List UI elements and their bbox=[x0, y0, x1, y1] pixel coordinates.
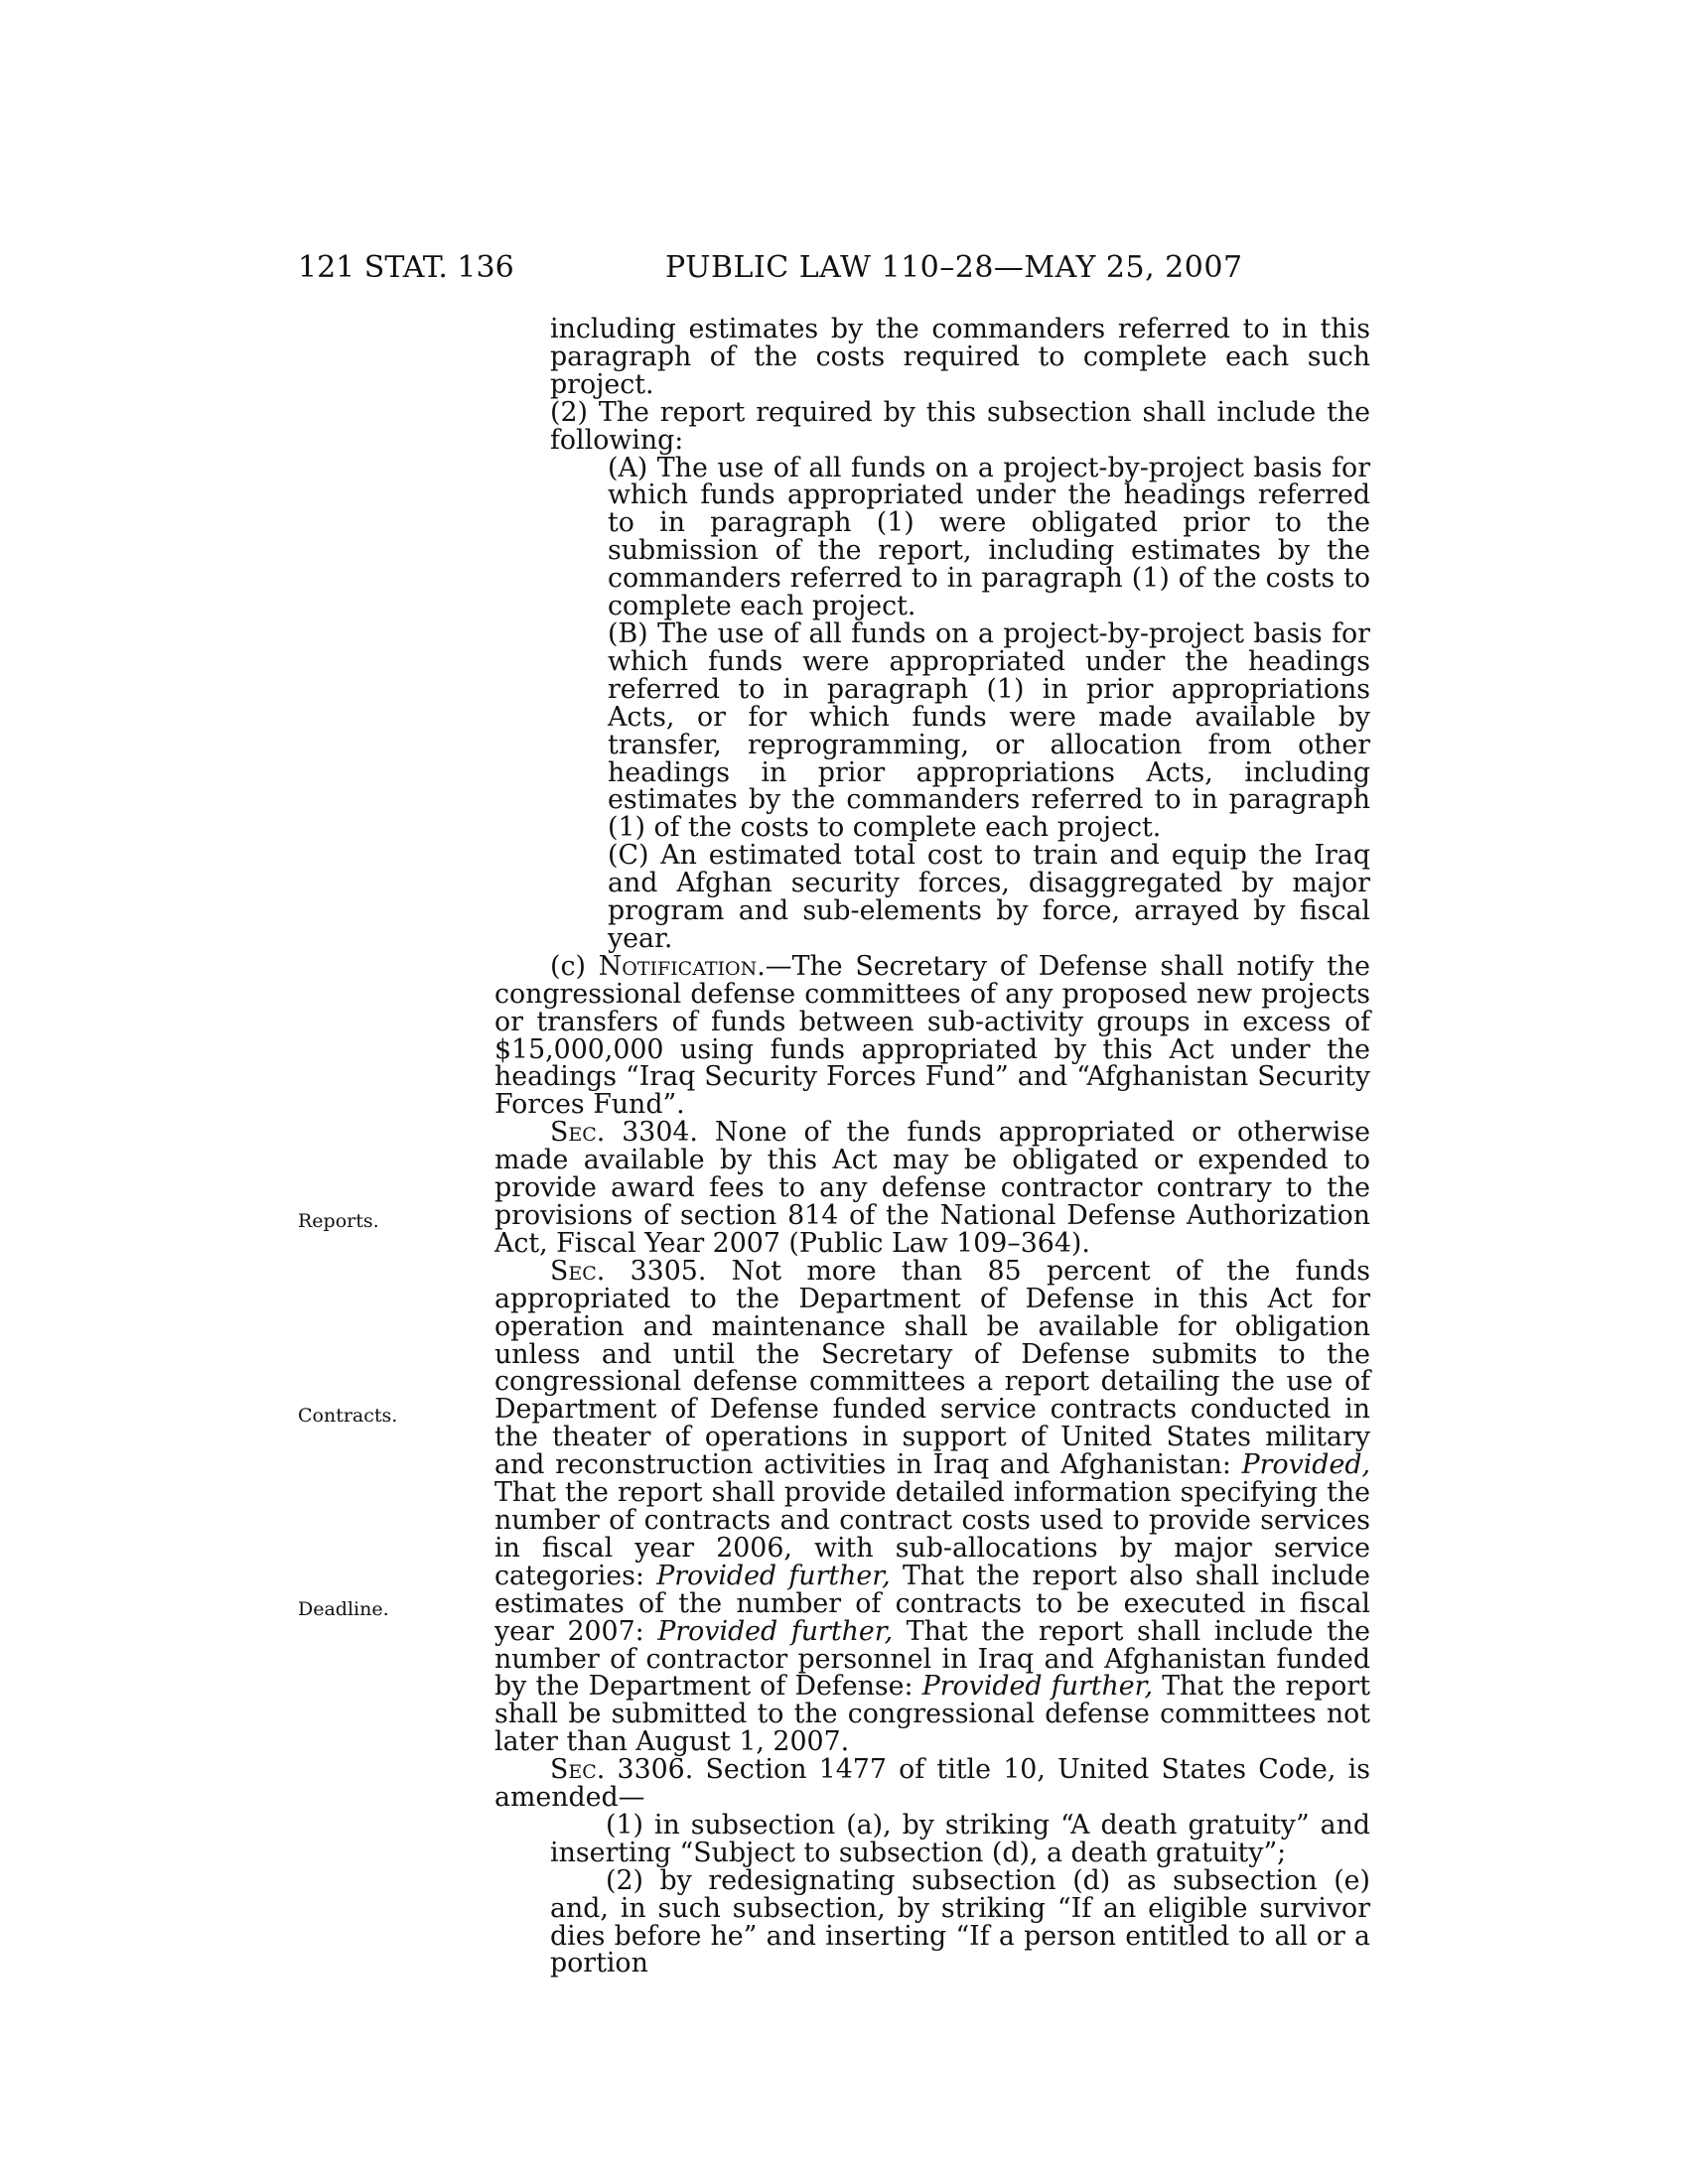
section-3304 bbox=[494, 1119, 1370, 1258]
paragraph-text: That the report shall include the number of contractor personnel in Iraq and Afghanistan funded by the Department of Defense: bbox=[494, 1615, 1371, 1703]
paragraph-A bbox=[494, 452, 1370, 622]
paragraph-text: That the report also shall include estimates of the number of contracts to be executed in fiscal year 2007: bbox=[494, 1560, 1371, 1647]
paragraph-text: . 3304. None of the funds appropriated or otherwise made available by this Act may be obligated or expended to provide award fees to any defense contractor contrary to the provisions of section 814 of the National Defense Authorization Act, Fiscal Year 2007 (Public Law 109–364). bbox=[494, 1117, 1370, 1259]
paragraph-text: That the report shall be submitted to the congressional defense committees not later than August 1, 2007. bbox=[494, 1671, 1370, 1758]
margin-note-reports: Reports. bbox=[298, 1210, 379, 1232]
paragraph-text: (A) The use of all funds on a project-by-project basis for which funds appropriated under the headings referred to in paragraph (1) were obligated prior to the submission of the report, including estimates by the commanders referred to in paragraph (1) of the costs to complete each project. bbox=[608, 452, 1370, 622]
subsection-c-notification bbox=[494, 950, 1371, 1121]
document-body bbox=[494, 316, 1370, 1978]
paragraph-text: .—The Secretary of Defense shall notify the congressional defense committees of any proposed new projects or transfers of funds between sub-activity groups in excess of $15,000,000 using funds appropriated by this Act under the headings “Iraq Security Forces Fund” and “Afghanistan Security Forces Fund”. bbox=[494, 950, 1371, 1121]
section-3305 bbox=[494, 1255, 1371, 1758]
paragraph-text: (2) by redesignating subsection (d) as subsection (e) and, in such subsection, by striking “If an eligible survivor dies before he” and inserting “If a person entitled to all or a portion bbox=[550, 1864, 1370, 1979]
paragraph-text: (1) in subsection (a), by striking “A death gratuity” and inserting “Subject to subsection (d), a death gratuity”; bbox=[550, 1809, 1370, 1868]
paragraph-B bbox=[494, 617, 1370, 844]
section-label: Sec bbox=[550, 1754, 597, 1786]
margin-note-deadline: Deadline. bbox=[298, 1598, 389, 1620]
paragraph-text: (2) The report required by this subsection shall include the following: bbox=[550, 396, 1370, 456]
section-label: Sec bbox=[550, 1117, 597, 1149]
section-3306-item-1 bbox=[494, 1809, 1370, 1868]
section-3306 bbox=[494, 1756, 1370, 1812]
subsection-label: (c) bbox=[550, 950, 599, 982]
paragraph-continuation bbox=[494, 316, 1370, 399]
paragraph-text: That the report shall provide detailed information specifying the number of contracts and contract costs used to provide services in fiscal year 2006, with sub-allocations by major service categories: bbox=[494, 1477, 1370, 1591]
paragraph-C bbox=[494, 842, 1370, 953]
paragraph-text: including estimates by the commanders referred to in this paragraph of the costs required to complete each such project. bbox=[550, 314, 1370, 400]
paragraph-text: (B) The use of all funds on a project-by-project basis for which funds were appropriated under the headings referred to in paragraph (1) in prior appropriations Acts, or for which funds were made available by transfer, reprogramming, or allocation from other headings in prior appropriations Acts, including estimates by the commanders referred to in paragraph (1) of the costs to complete each project. bbox=[608, 617, 1370, 844]
proviso-italic: Provided further, bbox=[657, 1615, 894, 1647]
proviso-italic: Provided, bbox=[1241, 1449, 1370, 1481]
stat-page-number: 121 STAT. 136 bbox=[298, 250, 514, 285]
margin-note-contracts: Contracts. bbox=[298, 1405, 398, 1427]
paragraph-text: . 3305. Not more than 85 percent of the funds appropriated to the Department of Defense in this Act for operation and maintenance shall be available for obligation unless and until the Secretary of Defense submits to the congressional defense committees a report detailing the use of Department of Defense funded service contracts conducted in the theater of operations in support of United States military and reconstruction activities in Iraq and Afghanistan: bbox=[494, 1255, 1370, 1481]
page-header bbox=[0, 250, 1688, 290]
proviso-italic: Provided further, bbox=[656, 1560, 891, 1591]
paragraph-text: (C) An estimated total cost to train and equip the Iraq and Afghan security forces, disaggregated by major program and sub-elements by force, arrayed by fiscal year. bbox=[608, 840, 1370, 954]
section-label: Sec bbox=[550, 1255, 597, 1287]
paragraph-2 bbox=[494, 396, 1370, 456]
subsection-heading: Notification bbox=[598, 950, 758, 982]
running-head: PUBLIC LAW 110–28—MAY 25, 2007 bbox=[665, 250, 1243, 285]
paragraph-text: . 3306. Section 1477 of title 10, United States Code, is amended— bbox=[494, 1754, 1370, 1814]
proviso-italic: Provided further, bbox=[921, 1671, 1154, 1703]
section-3306-item-2 bbox=[494, 1864, 1370, 1979]
